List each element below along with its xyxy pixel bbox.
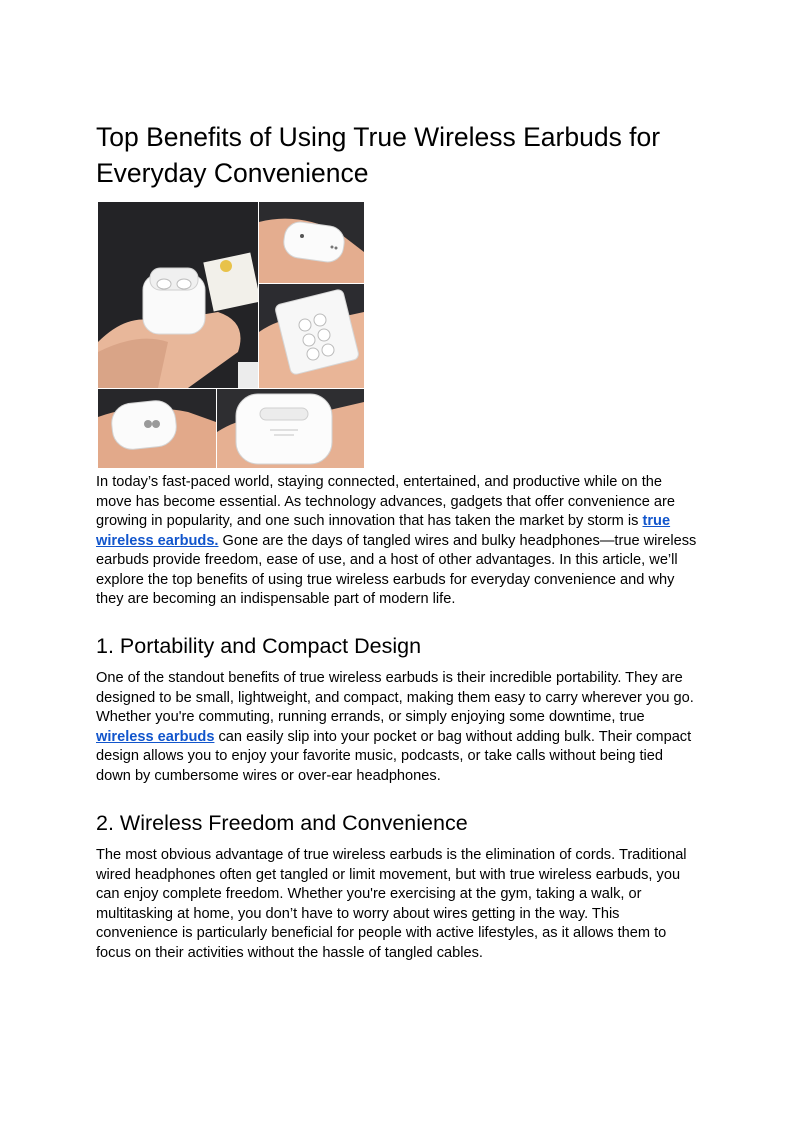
wireless-earbuds-link[interactable]: wireless earbuds — [96, 728, 215, 745]
true-wireless-earbuds-link[interactable]: true wireless earbuds. — [96, 513, 671, 549]
portability-paragraph — [96, 669, 700, 786]
wireless-freedom-paragraph: The most obvious advantage of true wireless earbuds is the elimination of cords. Traditional wired headphones often get tangled or limit movement, but with true wireless earbuds, you can enjoy complete freedom. Whether you're exercising at the gym, taking a walk, or multitasking at home, you don’t have to worry about wires getting in the way. This convenience is particularly beneficial for people with active lifestyles, as it allows them to focus on their activities without the hassle of tangled cables. — [96, 847, 687, 961]
intro-text-before: In today’s fast-paced world, staying connected, entertained, and productive while on the move has become essential. As technology advances, gadgets that offer convenience are growing in popularity, and one such innovation that has taken the market by storm is — [96, 474, 675, 529]
portability-text-after: can easily slip into your pocket or bag without adding bulk. Their compact design allows you to enjoy your favorite music, podcasts, or take calls without being tied down by cumbersome wires or over-ear headphones. — [96, 728, 692, 784]
portability-text-before: One of the standout benefits of true wireless earbuds is their incredible portability. They are designed to be small, lightweight, and compact, making them easy to carry wherever you go. Whether you're commuting, running errands, or simply enjoying some downtime, true — [96, 670, 694, 725]
section-heading-wireless-freedom: 2. Wireless Freedom and Convenience — [96, 811, 468, 835]
intro-text-after: Gone are the days of tangled wires and bulky headphones—true wireless earbuds provide freedom, ease of use, and a host of other advantages. In this article, we’ll explore the top benefits of using true wireless earbuds for everyday convenience and why they are becoming an indispensable part of modern life. — [96, 532, 697, 607]
earbuds-product-photo-icon — [98, 202, 364, 468]
section-heading-portability: 1. Portability and Compact Design — [96, 634, 422, 658]
intro-paragraph — [96, 473, 700, 610]
page-title: Top Benefits of Using True Wireless Earbuds for Everyday Convenience — [96, 122, 661, 188]
earbuds-photo-collage — [98, 202, 364, 468]
